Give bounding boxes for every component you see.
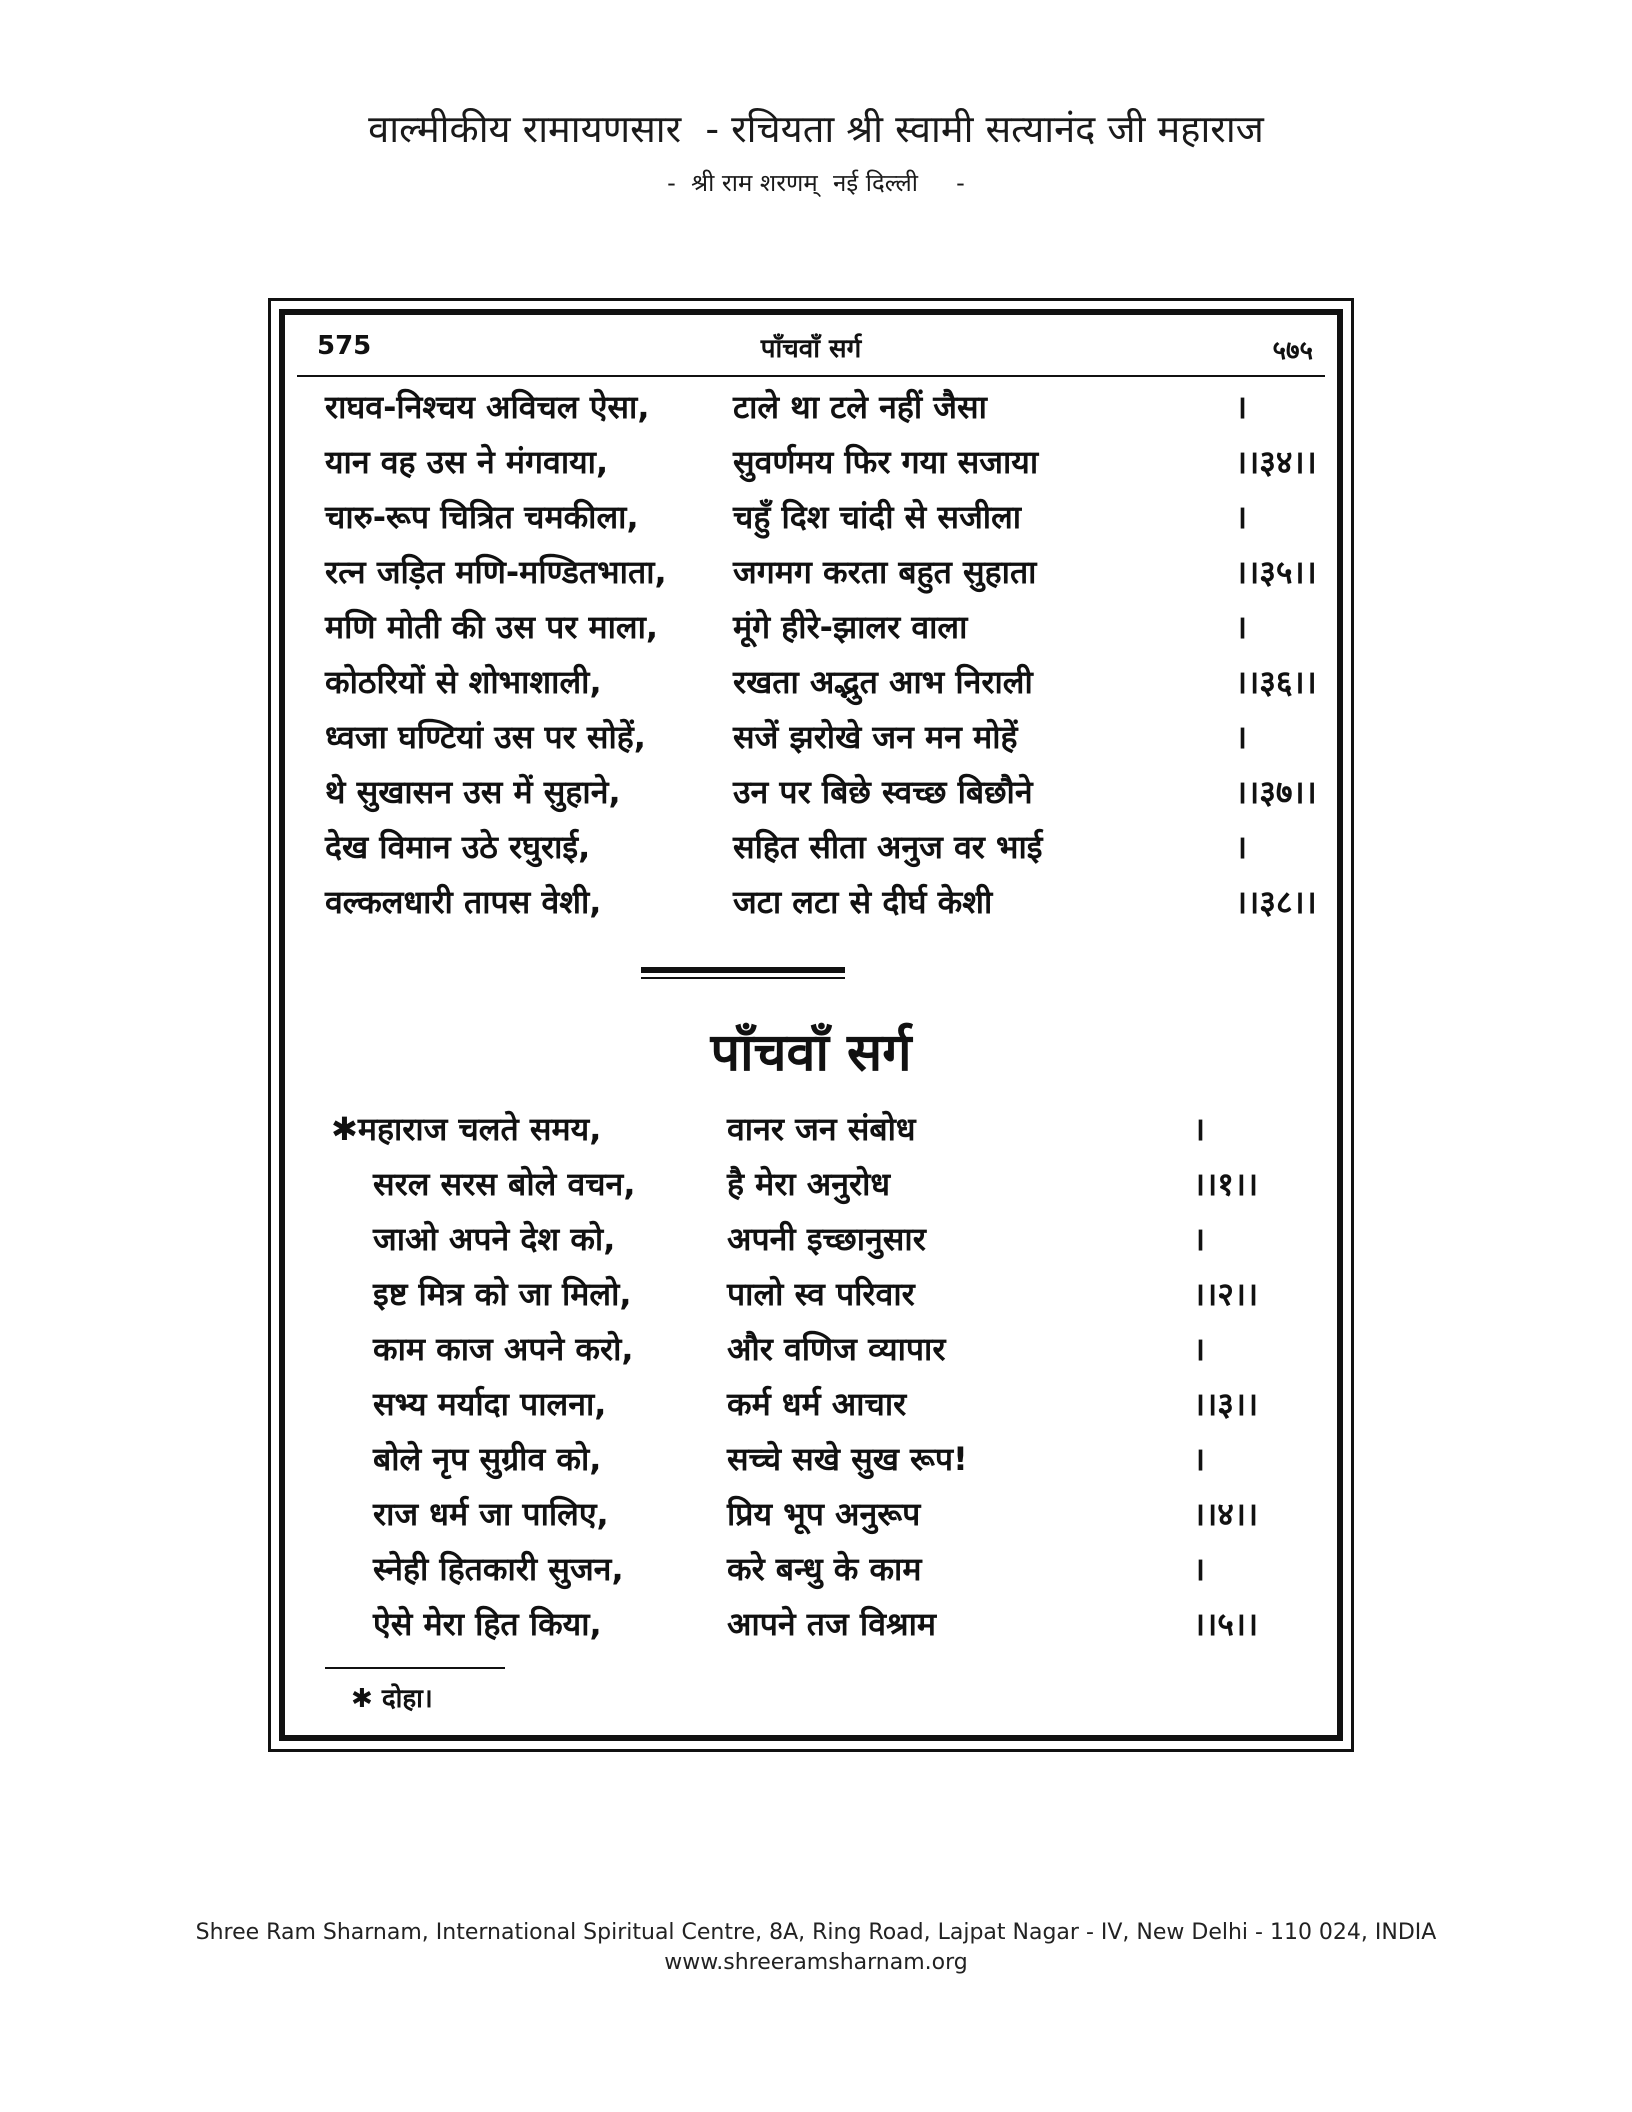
section-divider-thin: [641, 977, 845, 979]
page-number-devanagari: ५७५: [1272, 336, 1313, 366]
page-header: [297, 315, 1325, 377]
page-frame-inner: 575 पाँचवाँ सर्ग ५७५ राघव-निश्चय अविचल ऐसा, टाले था टले नहीं जैसा । यान वह उस ने मंगवाया, सुवर्णमय फिर गया सजाया ।।३४।। चारु-रूप चित्रित चमकीला, चहुँ दिश चांदी से सजीला । रत्न जड़ित मणि-मण्डितभाता, जगमग करता बहुत सुहाता ।।३५।। मणि मोती की उस पर माला, मूंगे हीरे-झालर वाला । कोठरियों से शोभाशाली, रखता अद्भुत आभ निराली ।।३६।। ध्वजा घण्टियां उस पर सोहें, सजें झरोखे जन मन मोहें । थे सुखासन उस में सुहाने, उन पर बिछे स्वच्छ बिछौने ।।३७।। देख विमान उठे रघुराई, सहित सीता अनुज वर भाई । वल्कलधारी तापस वेशी, जटा लटा से दीर्घ केशी ।।३८।। पाँचवाँ सर्ग ✱महाराज चलते समय, वानर जन संबोध । सरल सरस बोले वचन, है मेरा अनुरोध ।।१।। जाओ अपने देश को, अपनी इच्छानुसार । इष्ट मित्र को जा मिलो, पालो स्व परिवार ।।२।। काम काज अपने करो, और वणिज व्यापार । सभ्य मर्यादा पालना, कर्म धर्म आचार ।।३।। बोले नृप सुग्रीव को, सच्चे सखे सुख रूप! । राज धर्म जा पालिए, प्रिय भूप अनुरूप ।।४।। स्नेही हितकारी सुजन, करे बन्धु के काम । ऐसे मेरा हित किया, आपने तज विश्राम ।।५।। ✱ दोहा।: [279, 309, 1343, 1741]
footer-website[interactable]: www.shreeramsharnam.org: [664, 1950, 968, 1975]
section-title: पाँचवाँ सर्ग: [710, 1023, 912, 1083]
page-number-latin: 575: [317, 331, 372, 361]
document-title: वाल्मीकीय रामायणसार - रचियता श्री स्वामी सत्यानंद जी महाराज: [368, 107, 1264, 151]
footnote: ✱ दोहा।: [351, 1684, 433, 1714]
footer-address: Shree Ram Sharnam, International Spiritual Centre, 8A, Ring Road, Lajpat Nagar - IV, New Delhi - 110 024, INDIA: [195, 1920, 1437, 1945]
page-frame: [268, 298, 1354, 1752]
chapter-header: पाँचवाँ सर्ग: [760, 334, 862, 364]
footnote-rule: [325, 1667, 505, 1669]
document-subtitle: - श्री राम शरणम् नई दिल्ली -: [667, 169, 965, 197]
section-divider: [641, 967, 845, 973]
